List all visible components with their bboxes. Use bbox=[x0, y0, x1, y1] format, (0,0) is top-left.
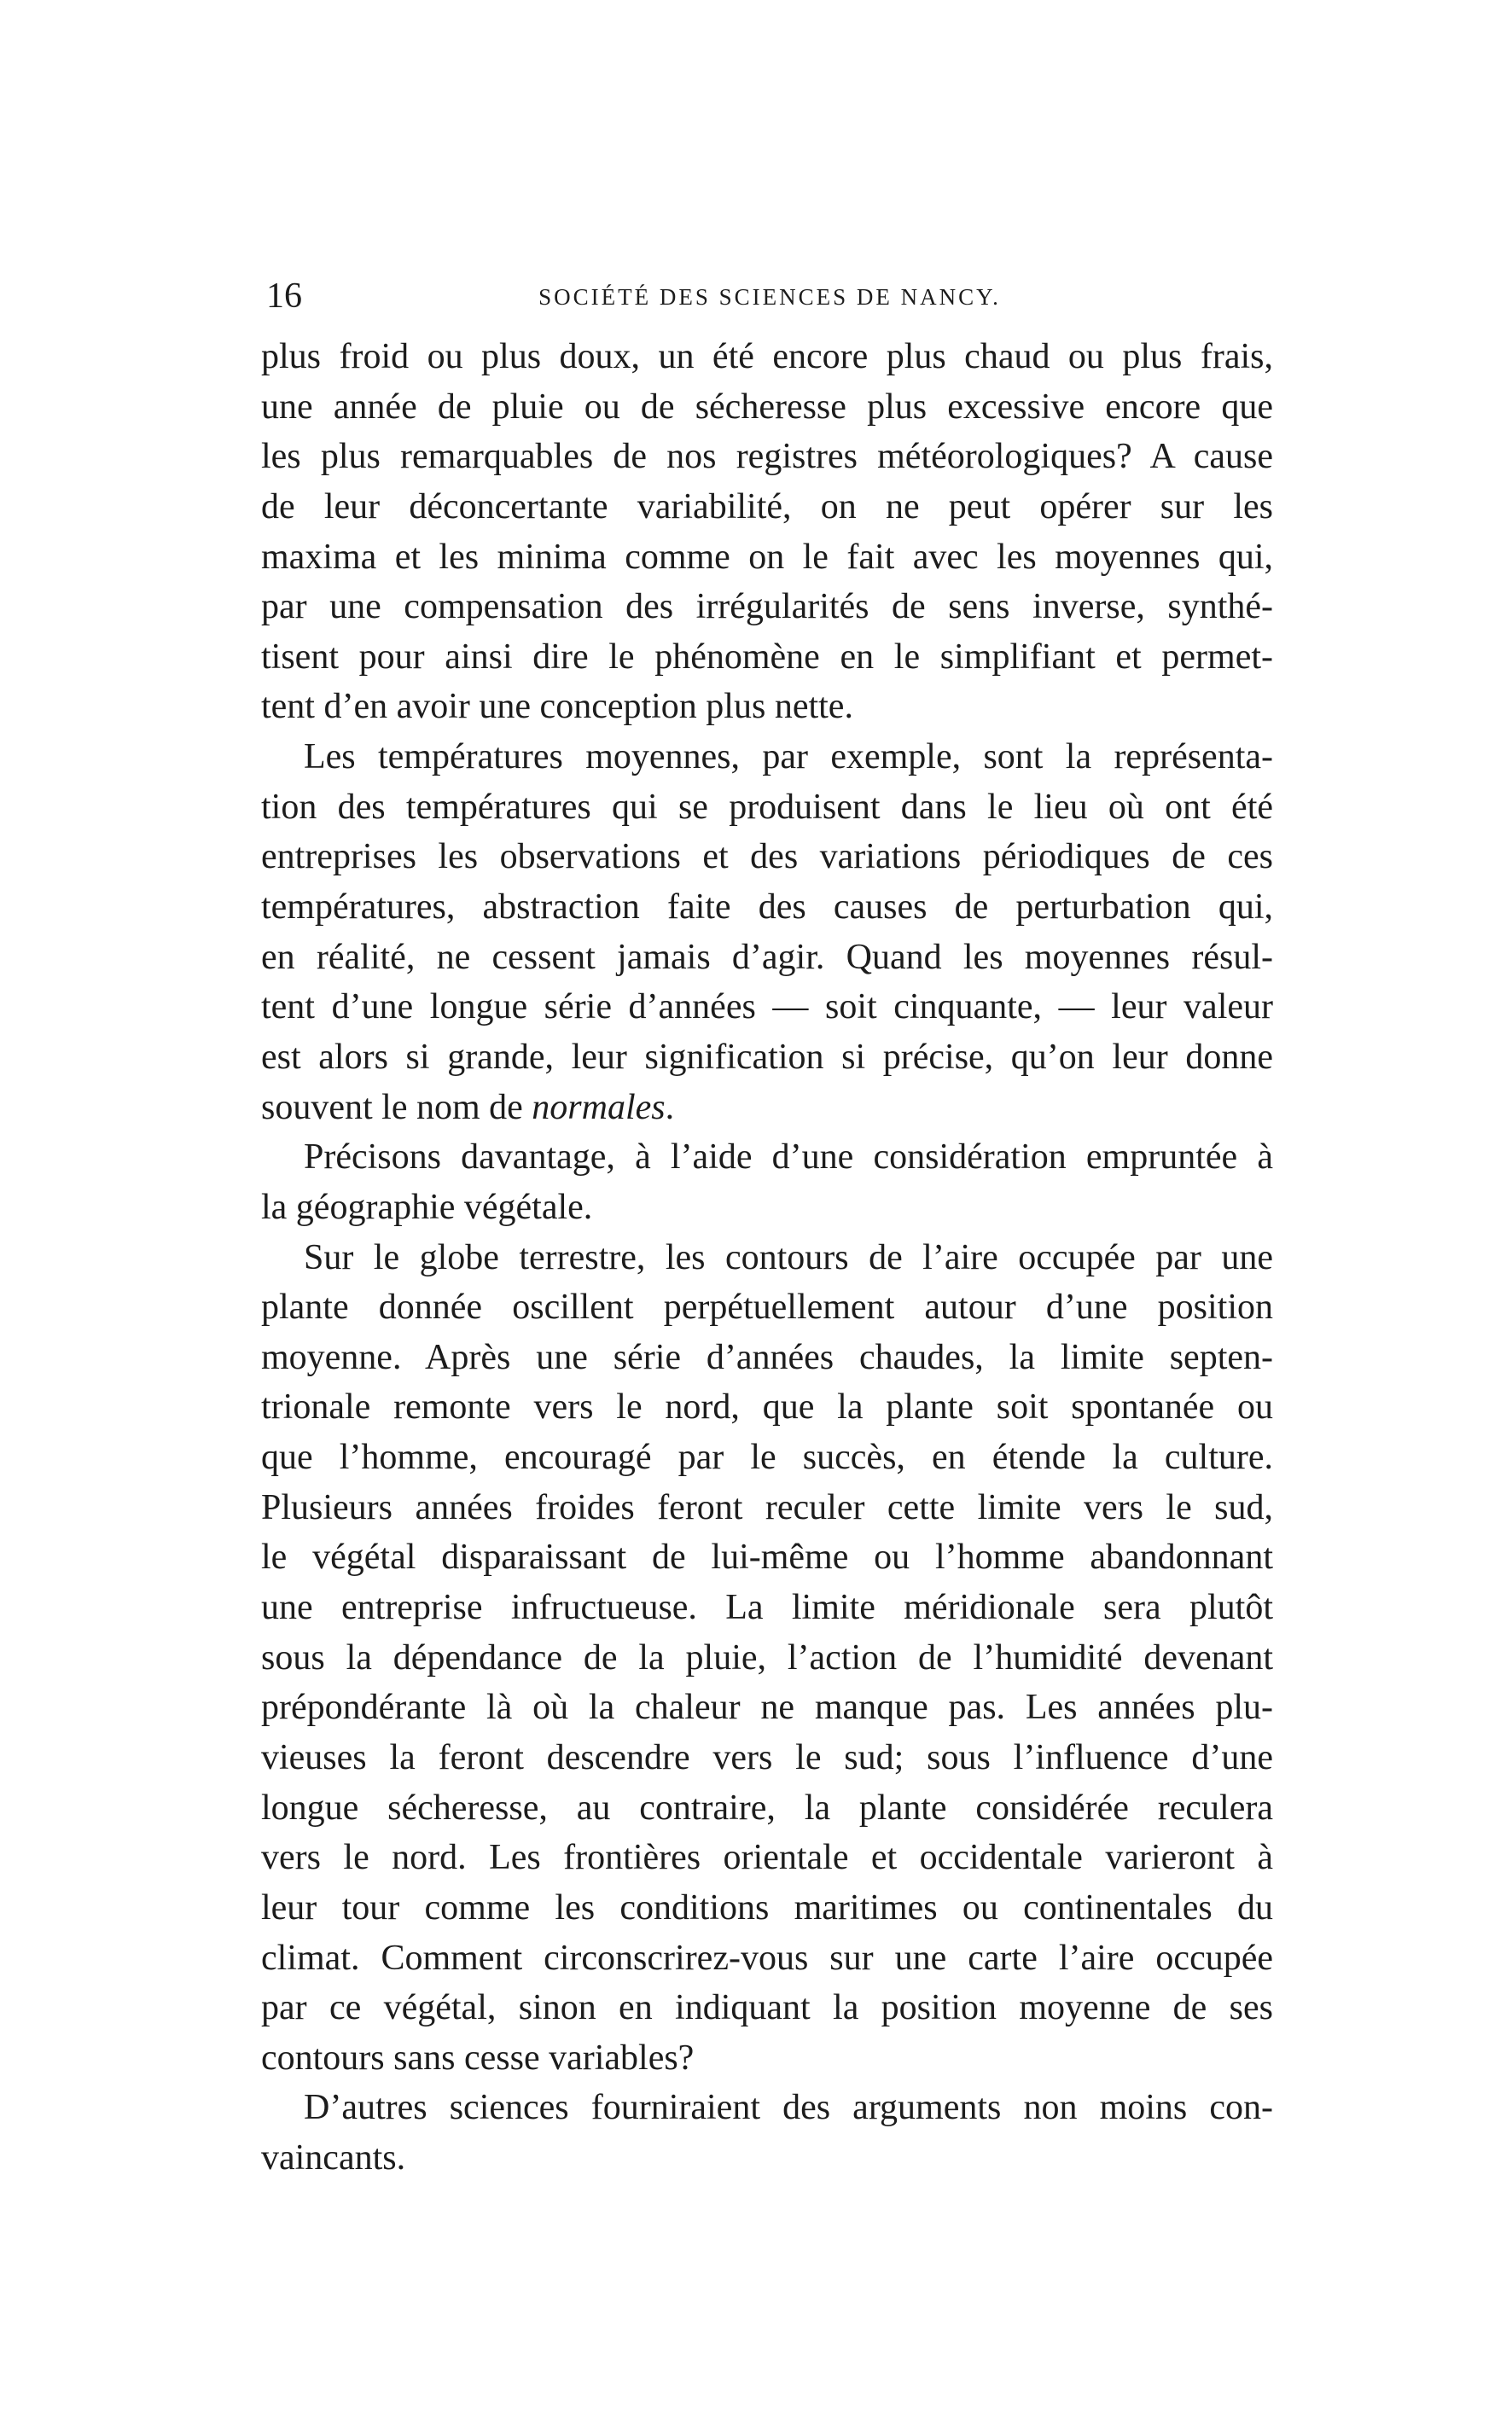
page-header bbox=[266, 275, 1273, 317]
text-line: par ce végétal, sinon en indiquant la position moyenne de ses bbox=[261, 1988, 1273, 2028]
text-line: tion des températures qui se produisent dans le lieu où ont été bbox=[261, 787, 1273, 827]
text-line: en réalité, ne cessent jamais d’agir. Quand les moyennes résul- bbox=[261, 937, 1273, 977]
paragraph bbox=[261, 2083, 1273, 2183]
text-line: que l’homme, encouragé par le succès, en étende la culture. bbox=[261, 1438, 1273, 1478]
text-line: les plus remarquables de nos registres météorologiques? A cause bbox=[261, 437, 1273, 477]
text-line: est alors si grande, leur signification si précise, qu’on leur donne bbox=[261, 1037, 1273, 1077]
text-line: vieuses la feront descendre vers le sud; sous l’influence d’une bbox=[261, 1737, 1273, 1777]
text-line: vaincants. bbox=[261, 2138, 406, 2178]
text-line: Précisons davantage, à l’aide d’une considération empruntée à bbox=[304, 1137, 1273, 1178]
running-head: SOCIÉTÉ DES SCIENCES DE NANCY. bbox=[538, 284, 1001, 310]
text-line: températures, abstraction faite des causes de perturbation qui, bbox=[261, 887, 1273, 927]
text-line: Sur le globe terrestre, les contours de l’aire occupée par une bbox=[304, 1237, 1273, 1277]
text-line: maxima et les minima comme on le fait avec les moyennes qui, bbox=[261, 537, 1273, 577]
text-line: Les températures moyennes, par exemple, sont la représenta- bbox=[304, 737, 1273, 777]
paragraph bbox=[261, 1233, 1273, 2084]
text-line: une entreprise infructueuse. La limite méridionale sera plutôt bbox=[261, 1588, 1273, 1628]
text-line: D’autres sciences fourniraient des arguments non moins con- bbox=[304, 2088, 1273, 2128]
text-line: le végétal disparaissant de lui-même ou l’homme abandonnant bbox=[261, 1538, 1273, 1578]
text-line: plus froid ou plus doux, un été encore plus chaud ou plus frais, bbox=[261, 337, 1273, 376]
text-line: Plusieurs années froides feront reculer cette limite vers le sud, bbox=[261, 1487, 1273, 1527]
text-line bbox=[261, 1083, 1273, 1133]
italic-term: normales bbox=[532, 1087, 666, 1127]
text-line: sous la dépendance de la pluie, l’action de l’humidité devenant bbox=[261, 1637, 1273, 1678]
text-line: vers le nord. Les frontières orientale et occidentale varieront à bbox=[261, 1838, 1273, 1878]
text-fragment: souvent le nom de bbox=[261, 1087, 532, 1127]
paragraph bbox=[261, 1132, 1273, 1232]
page-number: 16 bbox=[266, 276, 302, 316]
text-line: moyenne. Après une série d’années chaudes, la limite septen- bbox=[261, 1337, 1273, 1377]
text-line: prépondérante là où la chaleur ne manque pas. Les années plu- bbox=[261, 1688, 1273, 1728]
paragraph bbox=[261, 732, 1273, 1132]
text-line: tent d’une longue série d’années — soit cinquante, — leur valeur bbox=[261, 987, 1273, 1027]
text-line: plante donnée oscillent perpétuellement autour d’une position bbox=[261, 1288, 1273, 1328]
text-line: une année de pluie ou de sécheresse plus excessive encore que bbox=[261, 387, 1273, 427]
text-fragment: . bbox=[665, 1087, 675, 1127]
text-line: leur tour comme les conditions maritimes ou continentales du bbox=[261, 1887, 1273, 1928]
paragraph bbox=[261, 332, 1273, 732]
text-line: tisent pour ainsi dire le phénomène en le simplifiant et permet- bbox=[261, 637, 1273, 677]
text-line: tent d’en avoir une conception plus nette. bbox=[261, 687, 853, 727]
text-line: contours sans cesse variables? bbox=[261, 2038, 695, 2078]
text-line: climat. Comment circonscrirez-vous sur une carte l’aire occupée bbox=[261, 1938, 1273, 1978]
body-text bbox=[261, 332, 1273, 2183]
text-line: de leur déconcertante variabilité, on ne peut opérer sur les bbox=[261, 486, 1273, 526]
text-line: trionale remonte vers le nord, que la plante soit spontanée ou bbox=[261, 1387, 1273, 1428]
text-line: par une compensation des irrégularités de sens inverse, synthé- bbox=[261, 587, 1273, 627]
text-line: longue sécheresse, au contraire, la plante considérée reculera bbox=[261, 1788, 1273, 1828]
text-line: entreprises les observations et des variations périodiques de ces bbox=[261, 837, 1273, 877]
text-line: la géographie végétale. bbox=[261, 1187, 593, 1227]
